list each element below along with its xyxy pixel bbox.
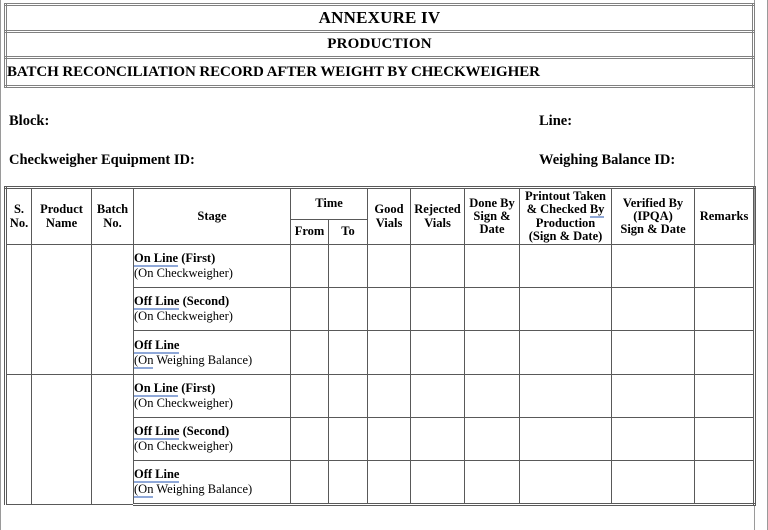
cell-printout[interactable] [520,418,612,461]
cell-time-to[interactable] [329,288,368,331]
col-header-rejected-vials-line2: Vials [424,215,451,230]
stage-secondary-underlined-prefix: (On [134,352,154,367]
cell-stage [134,461,291,505]
col-header-verified-by-line2: (IPQA) [633,208,673,223]
stage-line-secondary: (On Checkweigher) [134,309,233,323]
cell-stage [134,375,291,418]
stage-primary-suffix: (Second) [179,294,230,309]
stage-line-primary [134,338,290,353]
stage-primary-underlined: Off Line [134,467,180,482]
stage-line-primary [134,294,290,309]
col-header-batch-no-line2: No. [103,215,122,230]
col-header-verified-by-line3: Sign & Date [620,222,686,237]
cell-good-vials[interactable] [368,288,411,331]
cell-time-to[interactable] [329,245,368,288]
cell-done-by[interactable] [465,418,520,461]
cell-s-no[interactable] [6,245,32,375]
col-header-good-vials-line2: Vials [375,215,403,230]
stage-primary-underlined: Off Line [134,337,180,352]
cell-stage [134,418,291,461]
col-header-verified-by-line1: Verified By [622,195,684,210]
col-header-remarks [695,188,755,245]
cell-remarks[interactable] [695,418,755,461]
col-header-time-from [291,220,329,245]
col-header-printout-line1: Printout Taken [525,189,606,203]
stage-line-secondary: (On Checkweigher) [134,266,233,280]
cell-s-no[interactable] [6,375,32,505]
cell-rejected-vials[interactable] [411,375,465,418]
col-header-printout-by-word: By [589,202,605,217]
col-header-good-vials [368,188,411,245]
col-header-batch-no-line1: Batch [96,202,129,217]
col-header-done-by-line1: Done By [469,195,515,210]
cell-stage [134,288,291,331]
col-header-s-no [6,188,32,245]
title-block-table [4,3,755,88]
cell-product-name[interactable] [32,245,92,375]
title-row-department [6,32,754,58]
col-header-done-by-line3: Date [479,222,505,237]
cell-time-to[interactable] [329,331,368,375]
col-header-product-name [32,188,92,245]
cell-stage [134,245,291,288]
stage-primary-underlined: Off Line [134,424,180,439]
cell-time-to[interactable] [329,461,368,505]
stage-secondary-rest: Weighing Balance) [153,352,253,367]
cell-time-from[interactable] [291,375,329,418]
col-header-printout-taken [520,188,612,245]
annexure-title-cell: ANNEXURE IV [6,5,754,32]
table-body [6,245,755,505]
col-header-time-from-label: From [294,224,325,239]
cell-rejected-vials[interactable] [411,461,465,505]
cell-good-vials[interactable] [368,418,411,461]
cell-verified-by[interactable] [612,245,695,288]
cell-done-by[interactable] [465,288,520,331]
stage-secondary-underlined-prefix: (On [134,482,154,496]
col-header-printout-line2a: & Checked [526,202,590,217]
cell-good-vials[interactable] [368,461,411,505]
cell-done-by[interactable] [465,375,520,418]
col-header-s-no-line1: S. [13,202,25,217]
cell-time-from[interactable] [291,331,329,375]
cell-batch-no[interactable] [92,375,134,505]
stage-primary-underlined: On Line [134,381,179,396]
stage-line-secondary [134,353,290,368]
cell-verified-by[interactable] [612,375,695,418]
cell-time-to[interactable] [329,375,368,418]
cell-time-to[interactable] [329,418,368,461]
stage-primary-underlined: Off Line [134,294,180,309]
col-header-verified-by [612,188,695,245]
cell-remarks[interactable] [695,461,755,505]
col-header-printout-line4: (Sign & Date) [528,228,603,243]
stage-primary-underlined: On Line [134,251,179,266]
title-row-annexure [6,5,754,32]
cell-printout[interactable] [520,461,612,505]
col-header-product-name-line1: Product [40,202,83,217]
col-header-time-to [329,220,368,245]
col-header-good-vials-line1: Good [374,202,404,217]
cell-rejected-vials[interactable] [411,288,465,331]
cell-batch-no[interactable] [92,245,134,375]
cell-rejected-vials[interactable] [411,418,465,461]
col-header-printout-line3: Production [535,215,596,230]
col-header-stage-label: Stage [197,208,227,223]
checkweigher-equipment-id-label: Checkweigher Equipment ID: [9,152,195,168]
title-row-record [6,58,754,87]
cell-good-vials[interactable] [368,375,411,418]
stage-line-secondary: (On Checkweigher) [134,396,233,410]
stage-line-secondary: (On Checkweigher) [134,439,233,453]
table-row[interactable] [6,375,755,418]
cell-good-vials[interactable] [368,245,411,288]
col-header-remarks-label: Remarks [699,208,749,223]
stage-primary-suffix: (First) [178,251,216,266]
cell-printout[interactable] [520,245,612,288]
cell-remarks[interactable] [695,245,755,288]
col-header-done-by-line2: Sign & [473,208,511,223]
stage-secondary-rest: Weighing Balance) [153,482,253,496]
col-header-time-label: Time [315,196,343,211]
stage-primary-suffix: (Second) [179,424,230,439]
col-header-rejected-vials [411,188,465,245]
cell-printout[interactable] [520,288,612,331]
col-header-done-by [465,188,520,245]
stage-line-primary [134,424,290,439]
cell-printout[interactable] [520,331,612,375]
cell-remarks[interactable] [695,288,755,331]
record-title-cell: BATCH RECONCILIATION RECORD AFTER WEIGHT BY CHECKWEIGHER [6,58,754,87]
cell-rejected-vials[interactable] [411,331,465,375]
cell-verified-by[interactable] [612,331,695,375]
table-row[interactable] [6,245,755,288]
col-header-stage [134,188,291,245]
col-header-time [291,188,368,220]
department-title-cell: PRODUCTION [6,32,754,58]
col-header-s-no-line2: No. [9,215,29,230]
cell-time-from[interactable] [291,245,329,288]
cell-done-by[interactable] [465,461,520,505]
cell-stage [134,331,291,375]
block-label: Block: [9,113,50,129]
table-header-row-primary [6,188,755,220]
col-header-time-to-label: To [341,224,355,239]
stage-line-primary [134,467,290,482]
cell-verified-by[interactable] [612,461,695,505]
cell-verified-by[interactable] [612,288,695,331]
weighing-balance-id-label: Weighing Balance ID: [539,152,676,168]
stage-primary-suffix: (First) [178,381,216,396]
stage-line-primary [134,251,290,266]
cell-time-from[interactable] [291,418,329,461]
cell-printout[interactable] [520,375,612,418]
col-header-product-name-line2: Name [45,215,78,230]
cell-good-vials[interactable] [368,331,411,375]
cell-verified-by[interactable] [612,418,695,461]
cell-time-from[interactable] [291,461,329,505]
cell-remarks[interactable] [695,375,755,418]
stage-line-secondary [134,482,290,497]
col-header-rejected-vials-line1: Rejected [414,202,461,217]
col-header-batch-no [92,188,134,245]
cell-remarks[interactable] [695,331,755,375]
cell-time-from[interactable] [291,288,329,331]
cell-rejected-vials[interactable] [411,245,465,288]
cell-done-by[interactable] [465,245,520,288]
batch-reconciliation-table [4,186,756,506]
stage-line-primary [134,381,290,396]
cell-done-by[interactable] [465,331,520,375]
line-label: Line: [539,113,573,129]
cell-product-name[interactable] [32,375,92,505]
